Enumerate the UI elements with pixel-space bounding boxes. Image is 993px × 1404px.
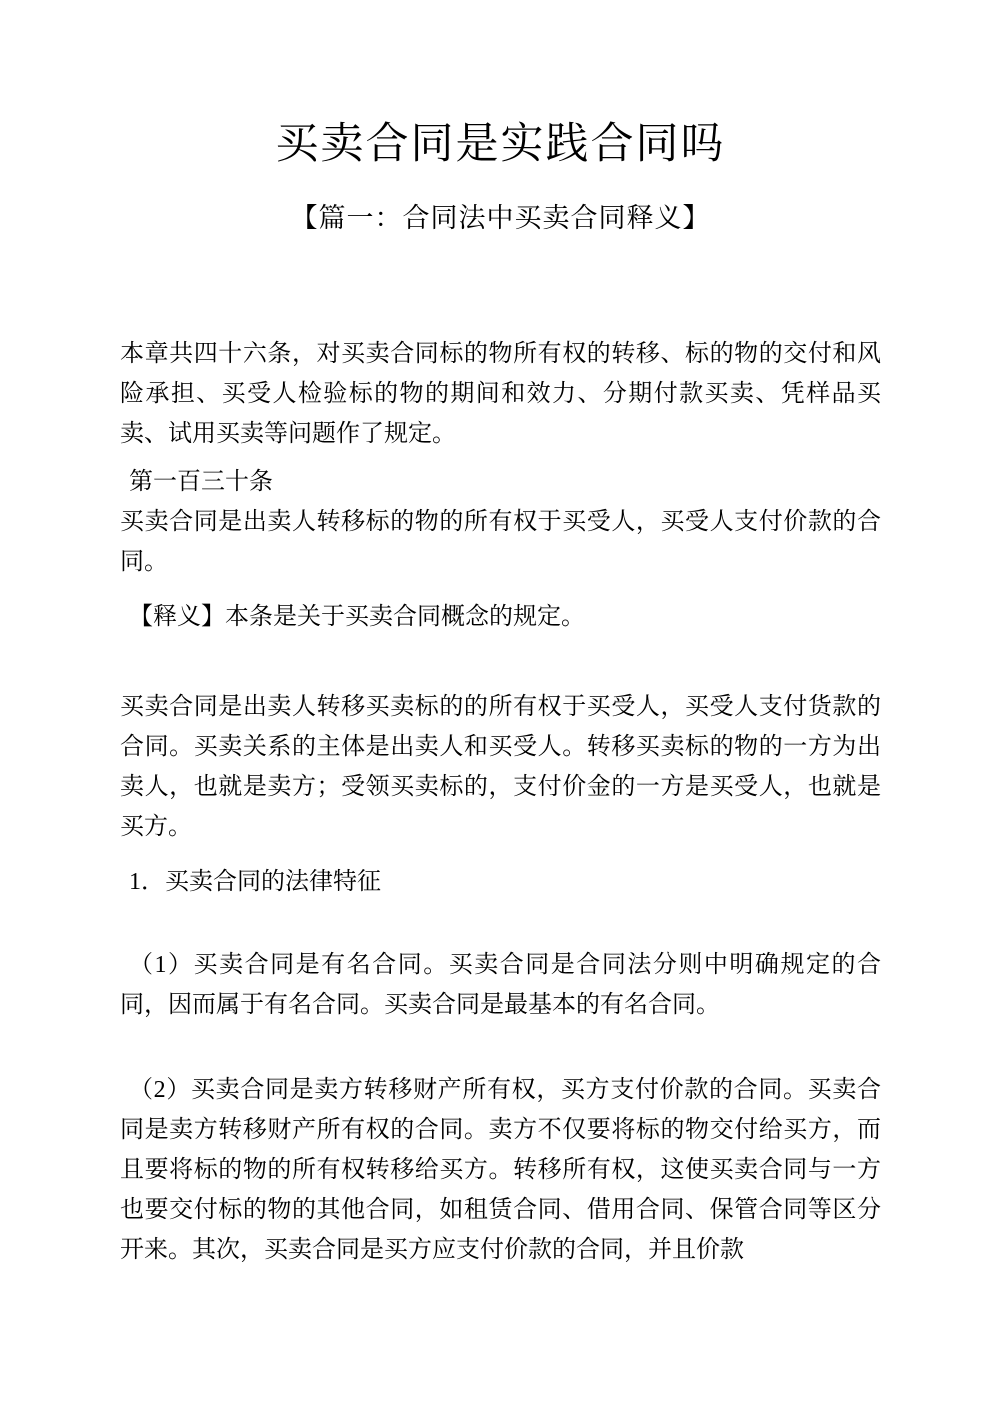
section-heading: 【篇一：合同法中买卖合同释义】 xyxy=(290,203,711,233)
article-number-line: 第一百三十条 xyxy=(129,469,273,495)
definition-paragraph: 买卖合同是出卖人转移买卖标的的所有权于买受人，买受人支付货款的合同。买卖关系的主体是出卖人和买受人。转移买卖标的物的一方为出卖人，也就是卖方；受领买卖标的，支付价金的一方是买受人，也就是买方。 xyxy=(120,694,881,840)
document-content xyxy=(120,115,881,1270)
article-text-paragraph: 买卖合同是出卖人转移标的物的所有权于买受人，买受人支付价款的合同。 xyxy=(120,509,881,575)
feature-item-2: （2）买卖合同是卖方转移财产所有权，买方支付价款的合同。买卖合同是卖方转移财产所有权的合同。卖方不仅要将标的物交付给买方，而且要将标的物的所有权转移给买方。转移所有权，这使买卖合同与一方也要交付标的物的其他合同，如租赁合同、借用合同、保管合同等区分开来。其次，买卖合同是买方应支付价款的合同，并且价款 xyxy=(120,1077,881,1263)
page-title: 买卖合同是实践合同吗 xyxy=(275,121,726,168)
feature-item-1: （1）买卖合同是有名合同。买卖合同是合同法分则中明确规定的合同，因而属于有名合同。买卖合同是最基本的有名合同。 xyxy=(120,952,881,1018)
interpretation-line: 【释义】本条是关于买卖合同概念的规定。 xyxy=(129,604,585,630)
paragraph-chapter-overview: 本章共四十六条，对买卖合同标的物所有权的转移、标的物的交付和风险承担、买受人检验标的物的期间和效力、分期付款买卖、凭样品买卖、试用买卖等问题作了规定。 xyxy=(120,341,881,447)
features-heading: 1．买卖合同的法律特征 xyxy=(129,869,381,895)
